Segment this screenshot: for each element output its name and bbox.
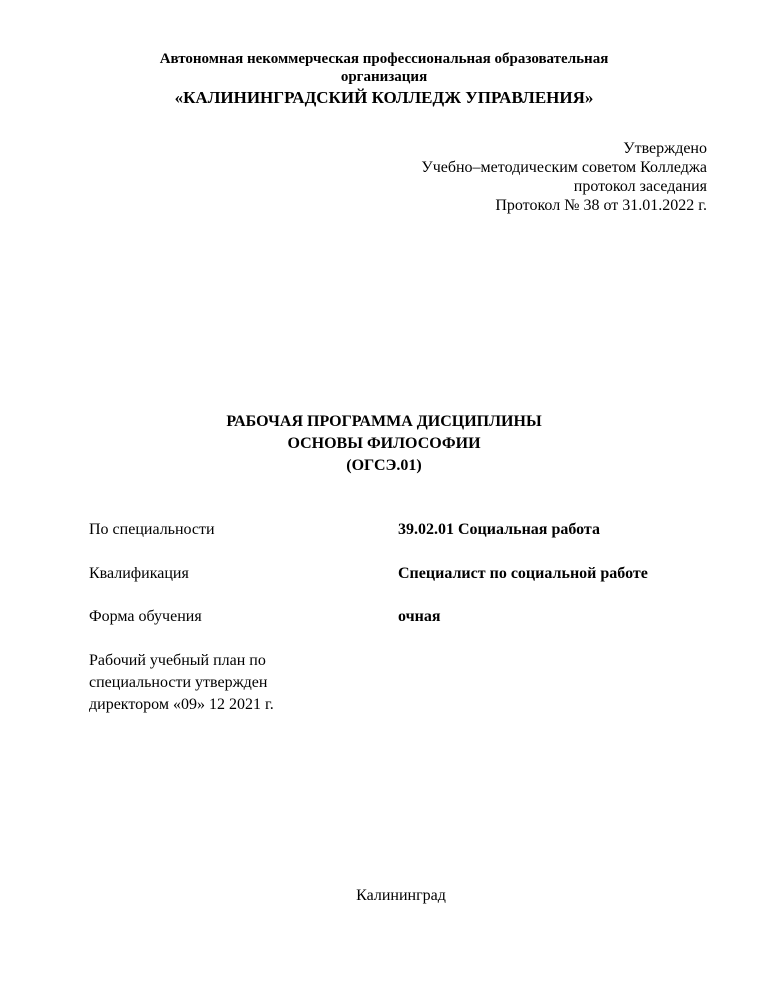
qualification-value: Специалист по социальной работе	[398, 565, 648, 582]
plan-line-2: специальности утвержден	[89, 674, 268, 691]
plan-line-3: директором «09» 12 2021 г.	[89, 696, 274, 713]
approval-line-4: Протокол № 38 от 31.01.2022 г.	[495, 197, 707, 214]
study-form-label: Форма обучения	[89, 608, 202, 625]
city: Калининград	[356, 887, 446, 904]
approval-line-2: Учебно–методическим советом Колледжа	[421, 159, 707, 176]
discipline-code: (ОГСЭ.01)	[346, 457, 422, 474]
discipline-name: ОСНОВЫ ФИЛОСОФИИ	[287, 435, 481, 452]
org-line-1: Автономная некоммерческая профессиональная образовательная	[159, 51, 609, 67]
study-form-value: очная	[398, 608, 441, 625]
approval-line-3: протокол заседания	[573, 178, 707, 195]
program-title: РАБОЧАЯ ПРОГРАММА ДИСЦИПЛИНЫ	[226, 413, 542, 430]
specialty-value: 39.02.01 Социальная работа	[398, 521, 600, 538]
plan-line-1: Рабочий учебный план по	[89, 652, 266, 669]
specialty-label: По специальности	[89, 521, 215, 538]
qualification-label: Квалификация	[89, 565, 189, 582]
org-name: «КАЛИНИНГРАДСКИЙ КОЛЛЕДЖ УПРАВЛЕНИЯ»	[174, 88, 594, 107]
approval-line-1: Утверждено	[623, 140, 707, 157]
org-line-2: организация	[340, 69, 428, 85]
